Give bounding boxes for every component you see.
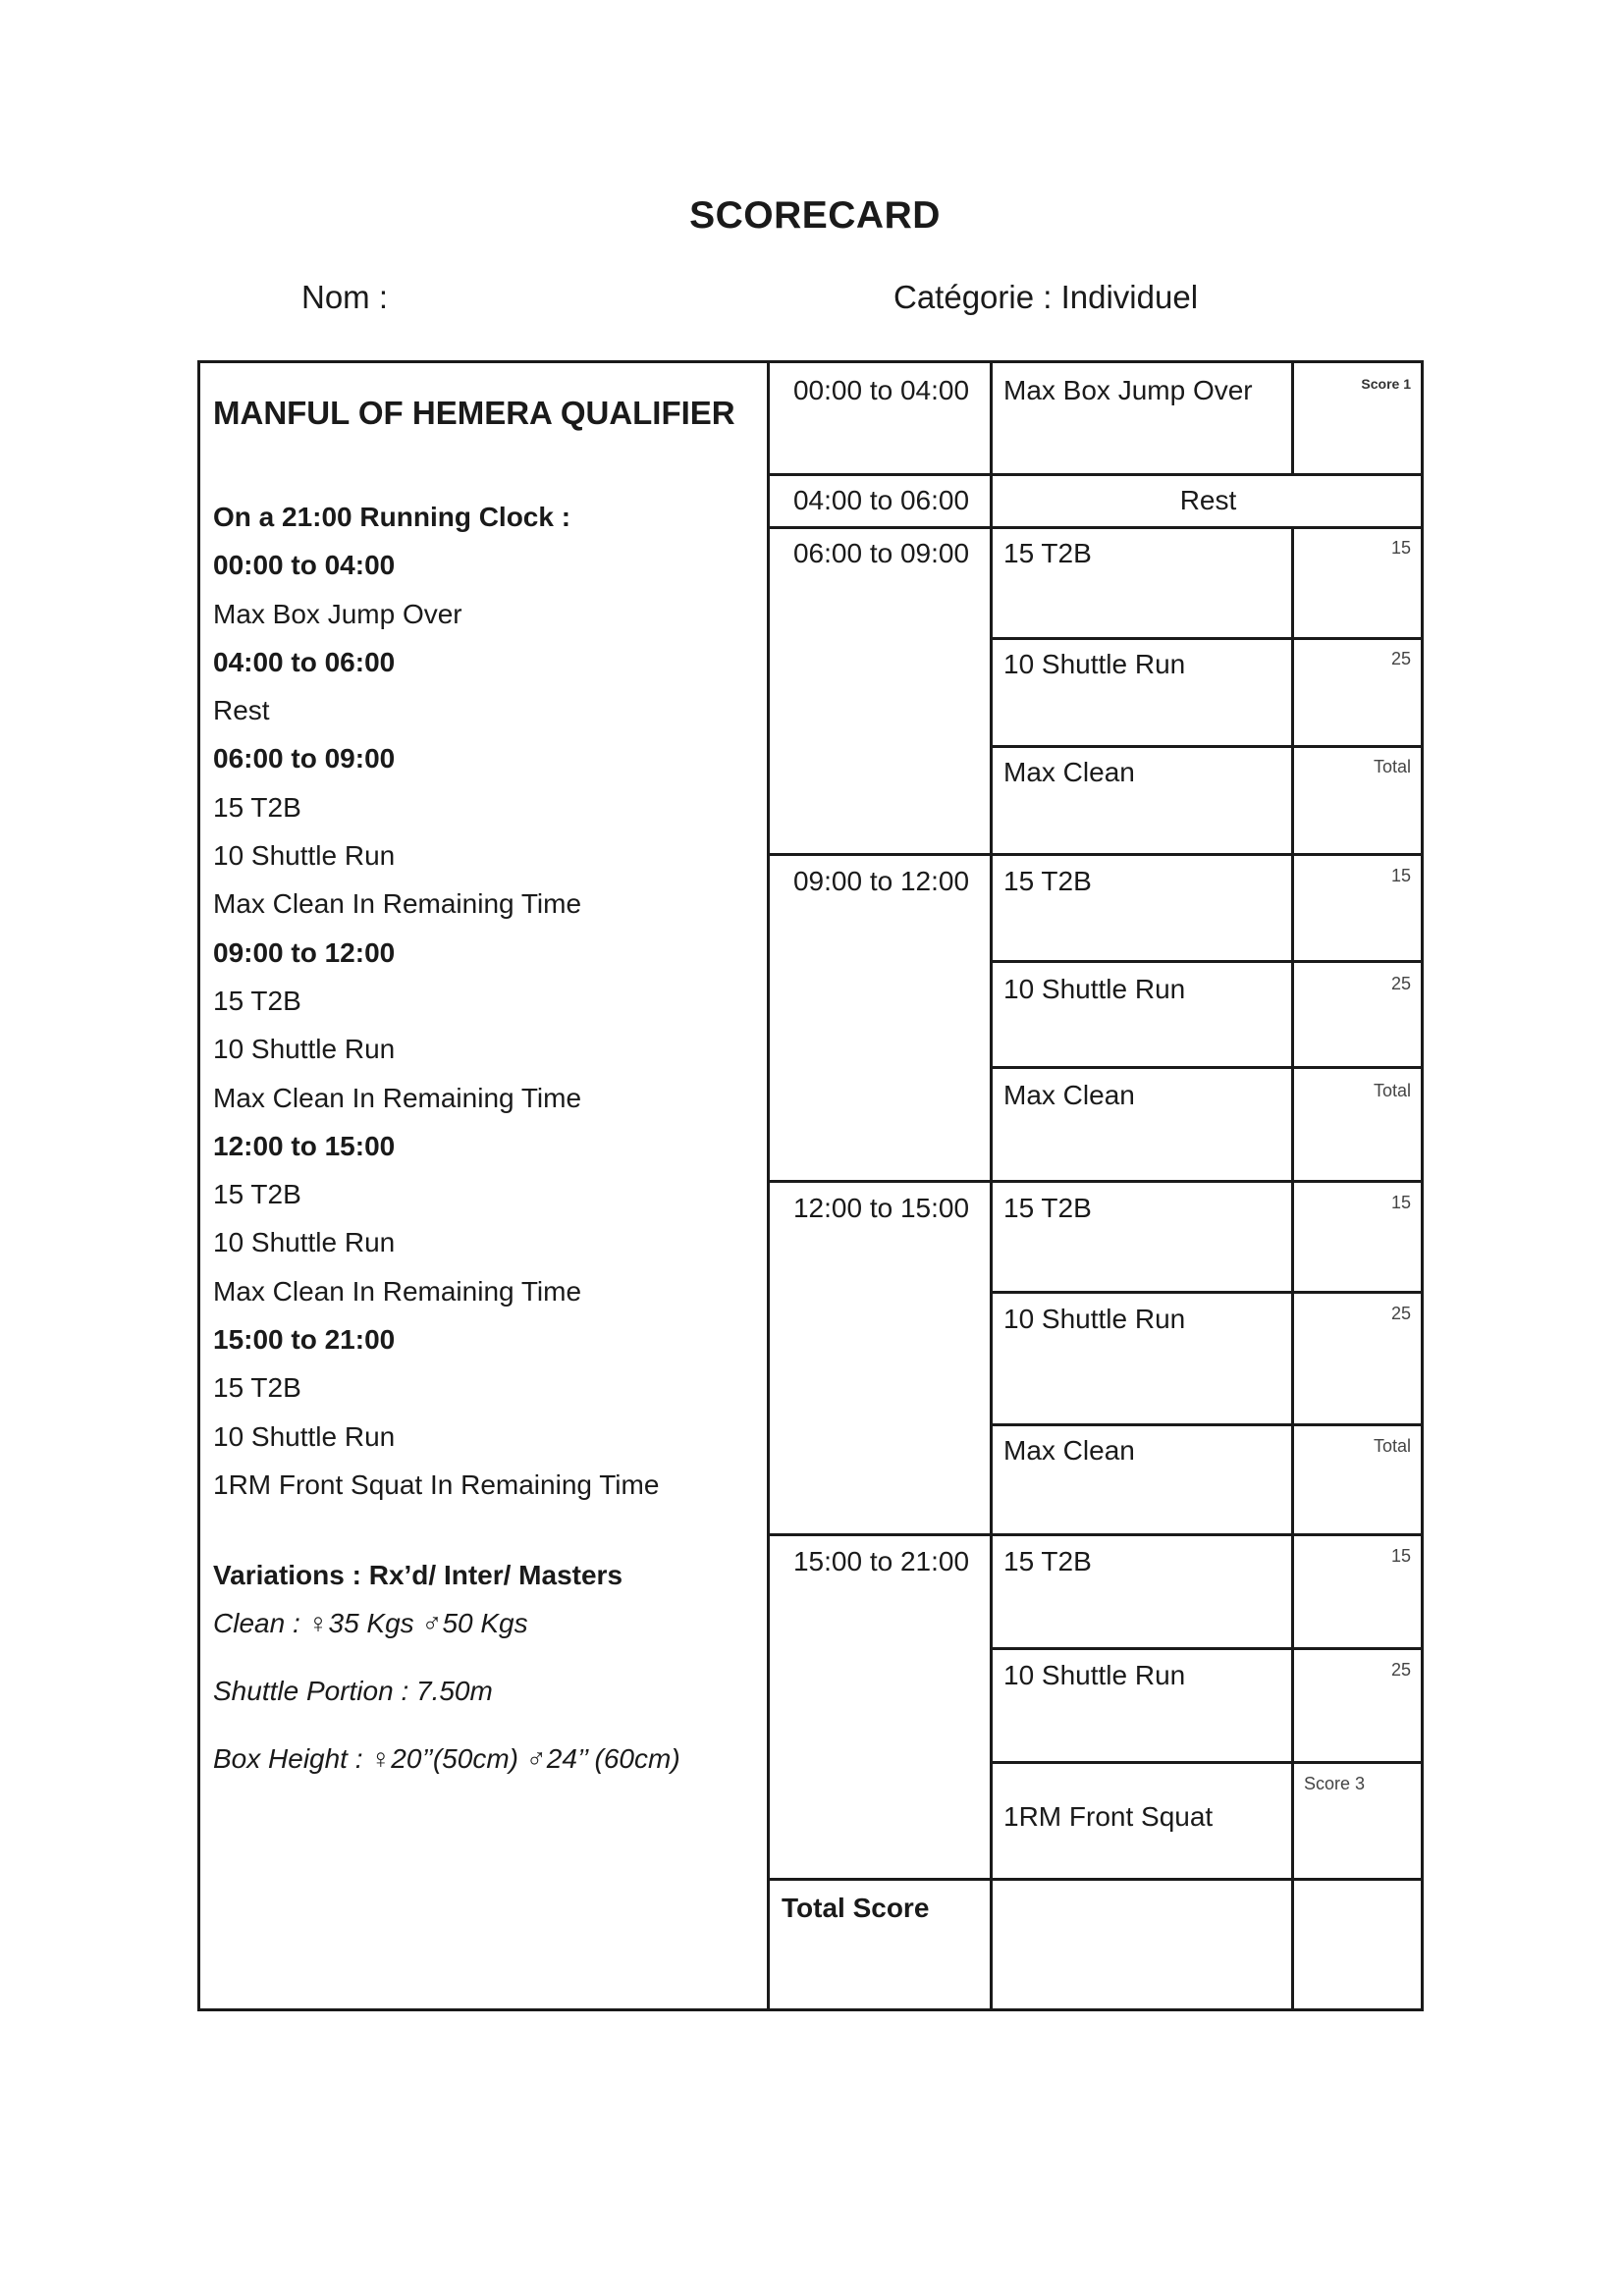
target-reps: 15	[1390, 866, 1411, 885]
divider	[767, 363, 770, 2011]
exercise-label: 10 Shuttle Run	[1003, 649, 1186, 679]
exercise-label: 10 Shuttle Run	[1003, 1304, 1186, 1334]
desc-line: 10 Shuttle Run	[213, 1420, 396, 1452]
target-reps: 15	[1390, 1546, 1411, 1566]
exercise-label: 1RM Front Squat	[1003, 1801, 1214, 1832]
divider	[767, 1180, 1424, 1183]
divider	[767, 473, 1424, 476]
page-title: SCORECARD	[689, 194, 941, 237]
desc-line: 15 T2B	[213, 1179, 301, 1210]
exercise-label: 15 T2B	[1003, 866, 1092, 896]
desc-line: 00:00 to 04:00	[213, 550, 396, 581]
desc-line: 15 T2B	[213, 985, 301, 1016]
desc-line: 06:00 to 09:00	[213, 743, 396, 774]
divider	[990, 1647, 1424, 1650]
divider	[990, 960, 1424, 963]
target-reps: 25	[1390, 1660, 1411, 1680]
target-reps: 25	[1390, 974, 1411, 993]
category-label: Catégorie : Individuel	[893, 279, 1199, 315]
desc-line: 10 Shuttle Run	[213, 840, 396, 872]
desc-line: Max Clean In Remaining Time	[213, 1275, 582, 1307]
divider	[767, 853, 1424, 856]
divider	[990, 1761, 1424, 1764]
clean-weights: Clean : ♀35 Kgs ♂50 Kgs	[213, 1608, 528, 1638]
desc-line: 10 Shuttle Run	[213, 1034, 396, 1065]
total-label: Total	[1373, 1081, 1411, 1100]
desc-line: 1RM Front Squat In Remaining Time	[213, 1468, 660, 1500]
time-slot: 00:00 to 04:00	[792, 375, 970, 405]
desc-line: 09:00 to 12:00	[213, 936, 396, 968]
workout-description-panel	[200, 363, 770, 2008]
divider	[990, 1291, 1424, 1294]
exercise-label: 15 T2B	[1003, 538, 1092, 568]
divider	[990, 1066, 1424, 1069]
divider	[990, 363, 993, 2011]
shuttle-portion: Shuttle Portion : 7.50m	[213, 1676, 493, 1706]
time-slot: 12:00 to 15:00	[792, 1193, 970, 1223]
desc-line: Max Box Jump Over	[213, 598, 462, 629]
target-reps: 15	[1390, 1193, 1411, 1212]
desc-line: 15 T2B	[213, 791, 301, 823]
total-score-label: Total Score	[782, 1893, 930, 1923]
variations-title: Variations : Rx’d/ Inter/ Masters	[213, 1560, 623, 1590]
target-reps: 25	[1390, 649, 1411, 668]
target-reps: 25	[1390, 1304, 1411, 1323]
box-height: Box Height : ♀20’’(50cm) ♂24’’ (60cm)	[213, 1743, 680, 1774]
divider	[990, 637, 1424, 640]
desc-line: 04:00 to 06:00	[213, 646, 396, 677]
exercise-label: 15 T2B	[1003, 1546, 1092, 1576]
rest-label: Rest	[1179, 485, 1237, 515]
desc-line: 15:00 to 21:00	[213, 1324, 396, 1356]
divider	[1291, 363, 1294, 473]
time-slot: 09:00 to 12:00	[792, 866, 970, 896]
time-slot: 15:00 to 21:00	[792, 1546, 970, 1576]
divider	[767, 526, 1424, 529]
desc-line: 12:00 to 15:00	[213, 1130, 396, 1161]
score-1-label: Score 1	[1361, 376, 1411, 392]
divider	[990, 745, 1424, 748]
exercise-label: 10 Shuttle Run	[1003, 1660, 1186, 1690]
exercise-label: 10 Shuttle Run	[1003, 974, 1186, 1004]
exercise-label: Max Box Jump Over	[1003, 375, 1253, 405]
exercise-label: Max Clean	[1003, 757, 1135, 787]
exercise-label: 15 T2B	[1003, 1193, 1092, 1223]
time-slot: 06:00 to 09:00	[792, 538, 970, 568]
target-reps: 15	[1390, 538, 1411, 558]
workout-title: MANFUL OF HEMERA QUALIFIER	[213, 395, 735, 431]
desc-line: Rest	[213, 695, 270, 726]
divider	[767, 1533, 1424, 1536]
desc-line: 15 T2B	[213, 1372, 301, 1404]
time-slot: 04:00 to 06:00	[792, 485, 970, 515]
total-label: Total	[1373, 1436, 1411, 1456]
desc-line: 10 Shuttle Run	[213, 1227, 396, 1258]
exercise-label: Max Clean	[1003, 1435, 1135, 1466]
name-label: Nom :	[301, 279, 389, 315]
total-label: Total	[1373, 757, 1411, 776]
desc-line: Max Clean In Remaining Time	[213, 888, 582, 920]
exercise-label: Max Clean	[1003, 1080, 1135, 1110]
workout-description	[213, 493, 659, 1509]
desc-line: On a 21:00 Running Clock :	[213, 502, 571, 532]
divider	[1291, 526, 1294, 2011]
score-3-label: Score 3	[1304, 1774, 1366, 1793]
scorecard-table	[197, 360, 1424, 2011]
divider	[990, 1423, 1424, 1426]
desc-line: Max Clean In Remaining Time	[213, 1082, 582, 1113]
divider	[767, 1878, 1424, 1881]
